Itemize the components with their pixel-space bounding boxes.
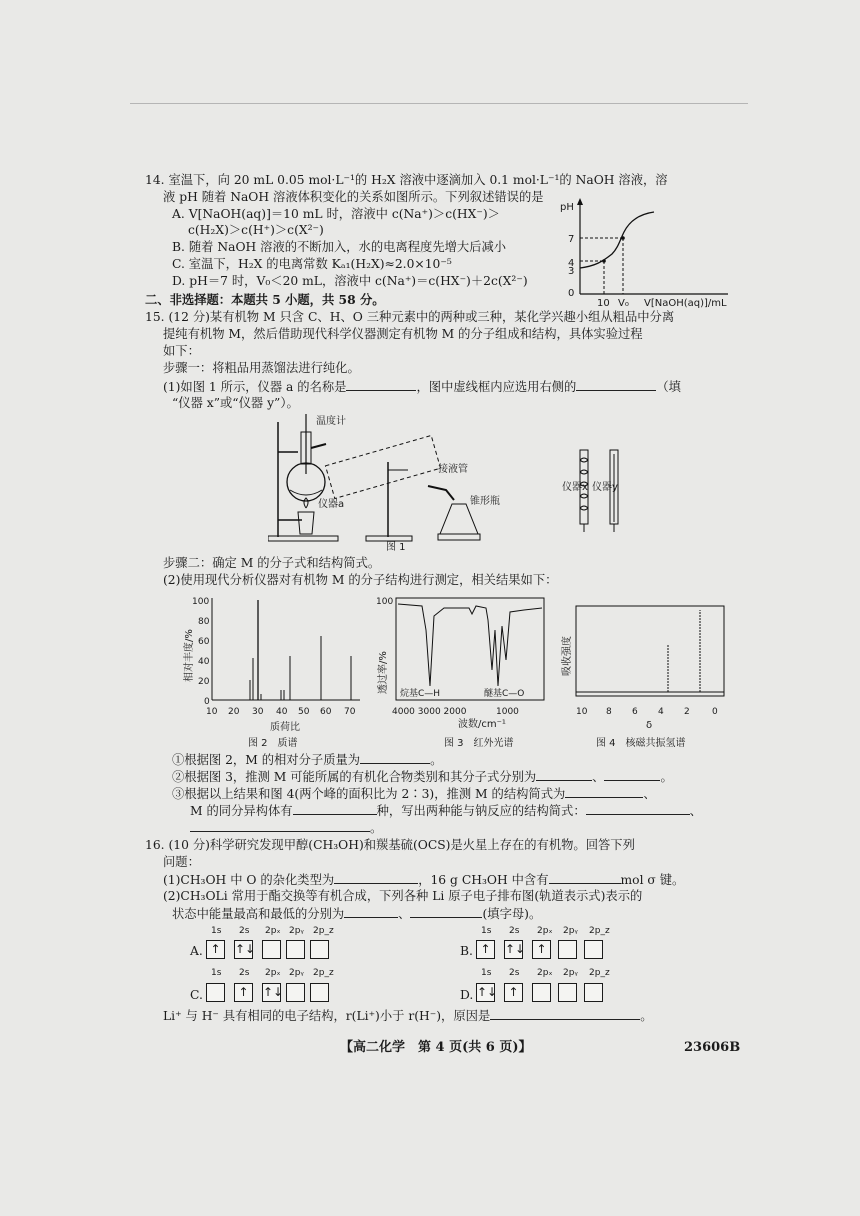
label-thermometer: 温度计 [316, 416, 346, 427]
svg-text:0: 0 [204, 697, 210, 707]
svg-text:70: 70 [344, 707, 356, 717]
svg-text:6: 6 [632, 707, 638, 717]
label-adapter: 接液管 [438, 464, 468, 475]
orbital-label: 2pᵧ [563, 926, 578, 936]
fig3-xlabel: 波数/cm⁻¹ [458, 719, 506, 730]
orbital-box-up: ↑ [206, 940, 225, 959]
q14-option-b: B. 随着 NaOH 溶液的不断加入，水的电离程度先增大后减小 [172, 240, 507, 254]
q14-option-c: C. 室温下，H₂X 的电离常数 Kₐ₁(H₂X)≈2.0×10⁻⁵ [172, 257, 452, 271]
q15-part1 [163, 379, 681, 395]
orbital-label: 1s [481, 926, 492, 936]
period: 。 [660, 770, 673, 784]
svg-text:0: 0 [712, 707, 718, 717]
fig3-caption: 图 3 红外光谱 [444, 738, 514, 749]
separator: 、 [643, 787, 656, 801]
period: 。 [640, 1009, 653, 1023]
orbital-box-empty [558, 940, 577, 959]
fig3-ann-co: 醚基C—O [484, 689, 525, 699]
q16-part1-b: ，16 g CH₃OH 中含有 [418, 873, 549, 887]
orbital-box-empty [310, 940, 329, 959]
answer-blank[interactable] [334, 872, 418, 884]
q14-ph-graph [560, 196, 740, 308]
q15-sub4-tail: 种，写出两种能与钠反应的结构简式： [376, 804, 586, 818]
answer-blank[interactable] [604, 769, 660, 781]
fig1-caption: 图 1 [386, 542, 406, 552]
q15-sub3 [172, 786, 656, 802]
orbital-label: 2p_z [589, 968, 610, 978]
graph-x10: 10 [597, 298, 610, 308]
svg-text:20: 20 [228, 707, 240, 717]
answer-blank[interactable] [565, 786, 643, 798]
graph-ylabel: pH [560, 202, 574, 213]
orbital-label: 2s [239, 926, 250, 936]
fig2-ylabel: 相对丰度/% [184, 629, 195, 682]
fig2-xlabel: 质荷比 [270, 722, 300, 733]
answer-blank[interactable] [576, 379, 656, 391]
orbital-box-empty [310, 983, 329, 1002]
period: 。 [370, 821, 383, 835]
orbital-option-b: B. [460, 944, 473, 958]
footer-title: 【高二化学 第 4 页(共 6 页)】 [340, 1040, 532, 1055]
q16-part1-a: (1)CH₃OH 中 O 的杂化类型为 [163, 873, 335, 887]
q14-option-a: A. V[NaOH(aq)]＝10 mL 时，溶液中 c(Na⁺)＞c(HX⁻)＞ [172, 207, 500, 221]
answer-blank[interactable] [549, 872, 621, 884]
q14-option-a-cont: c(H₂X)＞c(H⁺)＞c(X²⁻) [188, 223, 324, 237]
q16-line1: 16. (10 分)科学研究发现甲醇(CH₃OH)和羰基硫(OCS)是火星上存在的有机物。回答下列 [145, 838, 635, 852]
orbital-label: 2s [509, 926, 520, 936]
fig1-apparatus [268, 412, 748, 552]
svg-text:8: 8 [606, 707, 612, 717]
fig3-ylabel: 透过率/% [378, 651, 389, 694]
q15-sub3-text: ③根据以上结果和图 4(两个峰的面积比为 2∶3)，推测 M 的结构简式为 [172, 787, 566, 801]
orbital-box-pair: ↑↓ [476, 983, 495, 1002]
q15-sub2-text: ②根据图 3，推测 M 可能所属的有机化合物类别和其分子式分别为 [172, 770, 537, 784]
answer-blank[interactable] [346, 379, 416, 391]
orbital-label: 2pₓ [265, 926, 281, 936]
q15-part1-b: ，图中虚线框内应选用右侧的 [416, 380, 577, 394]
svg-text:10: 10 [576, 707, 588, 717]
q16-part2b [172, 906, 541, 922]
q14-option-d: D. pH＝7 时，V₀＜20 mL，溶液中 c(Na⁺)＝c(HX⁻)＋2c(X²⁻) [172, 274, 528, 288]
graph-y4: 4 [568, 258, 575, 269]
q16-last [163, 1008, 653, 1024]
answer-blank[interactable] [360, 752, 430, 764]
graph-xv0: V₀ [618, 298, 629, 308]
orbital-box-empty [262, 940, 281, 959]
orbital-label: 2pᵧ [289, 926, 304, 936]
q15-sub1 [172, 752, 442, 768]
answer-blank[interactable] [536, 769, 592, 781]
orbital-label: 1s [211, 926, 222, 936]
orbital-label: 2pᵧ [289, 968, 304, 978]
q15-part1-a: (1)如图 1 所示，仪器 a 的名称是 [163, 380, 347, 394]
orbital-box-pair: ↑↓ [234, 940, 253, 959]
q15-line2: 提纯有机物 M，然后借助现代科学仪器测定有机物 M 的分子组成和结构，具体实验过程 [163, 327, 643, 341]
q15-line1: 15. (12 分)某有机物 M 只含 C、H、O 三种元素中的两种或三种，某化学兴趣小组从粗品中分离 [145, 310, 675, 324]
orbital-box-empty [286, 983, 305, 1002]
q16-last-text: Li⁺ 与 H⁻ 具有相同的电子结构，r(Li⁺)小于 r(H⁻)，原因是 [163, 1009, 491, 1023]
svg-text:60: 60 [320, 707, 332, 717]
q15-line3: 如下： [163, 344, 200, 358]
svg-text:2: 2 [684, 707, 690, 717]
fig4-nmr-spectrum [560, 590, 740, 750]
q15-sub4-text: M 的同分异构体有 [190, 804, 293, 818]
q16-part2a: (2)CH₃OLi 常用于酯交换等有机合成，下列各种 Li 原子电子排布图(轨道表示式)表示的 [163, 889, 643, 903]
label-flask: 锥形瓶 [470, 496, 500, 507]
svg-text:100: 100 [376, 597, 394, 607]
svg-text:4000 3000 2000: 4000 3000 2000 [392, 707, 467, 717]
section-two-heading: 二、非选择题：本题共 5 小题，共 58 分。 [145, 292, 385, 307]
q14-line1: 14. 室温下，向 20 mL 0.05 mol·L⁻¹的 H₂X 溶液中逐滴加入 0.1 mol·L⁻¹的 NaOH 溶液，溶 [145, 173, 668, 187]
answer-blank[interactable] [344, 906, 398, 918]
orbital-label: 2pᵧ [563, 968, 578, 978]
q15-sub1-text: ①根据图 2，M 的相对分子质量为 [172, 753, 361, 767]
answer-blank[interactable] [490, 1008, 640, 1020]
graph-y7: 7 [568, 234, 575, 245]
fig4-ylabel: 吸收强度 [562, 636, 573, 676]
orbital-box-empty [532, 983, 551, 1002]
fig3-ir-spectrum [374, 590, 552, 750]
svg-text:60: 60 [198, 637, 210, 647]
label-inst-a: 仪器a [318, 499, 345, 510]
period: 。 [430, 753, 443, 767]
q15-part2: (2)使用现代分析仪器对有机物 M 的分子结构进行测定，相关结果如下： [163, 573, 558, 587]
fig4-caption: 图 4 核磁共振氢谱 [596, 738, 686, 749]
orbital-box-pair: ↑↓ [504, 940, 523, 959]
graph-origin: 0 [568, 288, 575, 299]
svg-text:50: 50 [298, 707, 310, 717]
orbital-label: 2pₓ [537, 926, 553, 936]
svg-text:30: 30 [252, 707, 264, 717]
answer-blank[interactable] [586, 803, 690, 815]
orbital-label: 2p_z [313, 968, 334, 978]
orbital-option-c: C. [190, 988, 203, 1002]
svg-text:20: 20 [198, 677, 210, 687]
orbital-label: 2p_z [589, 926, 610, 936]
fig2-caption: 图 2 质谱 [248, 738, 298, 749]
orbital-box-empty [558, 983, 577, 1002]
separator: 、 [689, 804, 702, 818]
orbital-box-empty [206, 983, 225, 1002]
graph-y3: 3 [568, 266, 575, 277]
orbital-box-up: ↑ [476, 940, 495, 959]
q15-sub4-cont [190, 820, 382, 836]
answer-blank[interactable] [410, 906, 482, 918]
q16-line2: 问题： [163, 855, 200, 869]
q16-part1-c: mol σ 键。 [620, 873, 685, 887]
svg-text:4: 4 [658, 707, 664, 717]
top-rule [130, 103, 748, 104]
label-inst-x: 仪器x [562, 482, 588, 493]
orbital-label: 2p_z [313, 926, 334, 936]
orbital-box-pair: ↑↓ [262, 983, 281, 1002]
orbital-box-up: ↑ [532, 940, 551, 959]
svg-text:100: 100 [192, 597, 210, 607]
footer-code: 23606B [684, 1040, 741, 1055]
fig2-mass-spectrum [178, 590, 368, 750]
label-inst-y: 仪器y [592, 482, 618, 493]
svg-text:40: 40 [276, 707, 288, 717]
orbital-box-up: ↑ [234, 983, 253, 1002]
fig3-ann-ch: 烷基C—H [400, 689, 441, 699]
q15-sub2 [172, 769, 673, 785]
orbital-option-d: D. [460, 988, 474, 1002]
q15-step2: 步骤二：确定 M 的分子式和结构简式。 [163, 556, 381, 570]
q15-part1-d: “仪器 x”或“仪器 y”）。 [172, 396, 299, 410]
q16-part1 [163, 872, 684, 888]
svg-text:40: 40 [198, 657, 210, 667]
svg-text:1000: 1000 [496, 707, 519, 717]
separator: 、 [592, 770, 605, 784]
orbital-label: 1s [481, 968, 492, 978]
q15-step1: 步骤一：将粗品用蒸馏法进行纯化。 [163, 361, 360, 375]
q15-part1-c: （填 [656, 380, 681, 394]
q16-part2b-text: 状态中能量最高和最低的分别为 [172, 907, 345, 921]
orbital-label: 2pₓ [265, 968, 281, 978]
orbital-label: 1s [211, 968, 222, 978]
svg-text:80: 80 [198, 617, 210, 627]
orbital-box-empty [584, 983, 603, 1002]
orbital-option-a: A. [190, 944, 203, 958]
separator: 、 [398, 907, 411, 921]
orbital-label: 2pₓ [537, 968, 553, 978]
q16-part2b-tail: (填字母)。 [482, 907, 542, 921]
orbital-label: 2s [239, 968, 250, 978]
orbital-box-empty [286, 940, 305, 959]
orbital-box-empty [584, 940, 603, 959]
graph-xlabel: V[NaOH(aq)]/mL [644, 298, 727, 308]
svg-text:10: 10 [206, 707, 218, 717]
orbital-box-up: ↑ [504, 983, 523, 1002]
answer-blank[interactable] [190, 820, 370, 832]
q15-sub4 [190, 803, 702, 819]
answer-blank[interactable] [293, 803, 377, 815]
q14-line2: 液 pH 随着 NaOH 溶液体积变化的关系如图所示。下列叙述错误的是 [163, 190, 544, 204]
fig4-xlabel: δ [646, 720, 653, 731]
orbital-label: 2s [509, 968, 520, 978]
